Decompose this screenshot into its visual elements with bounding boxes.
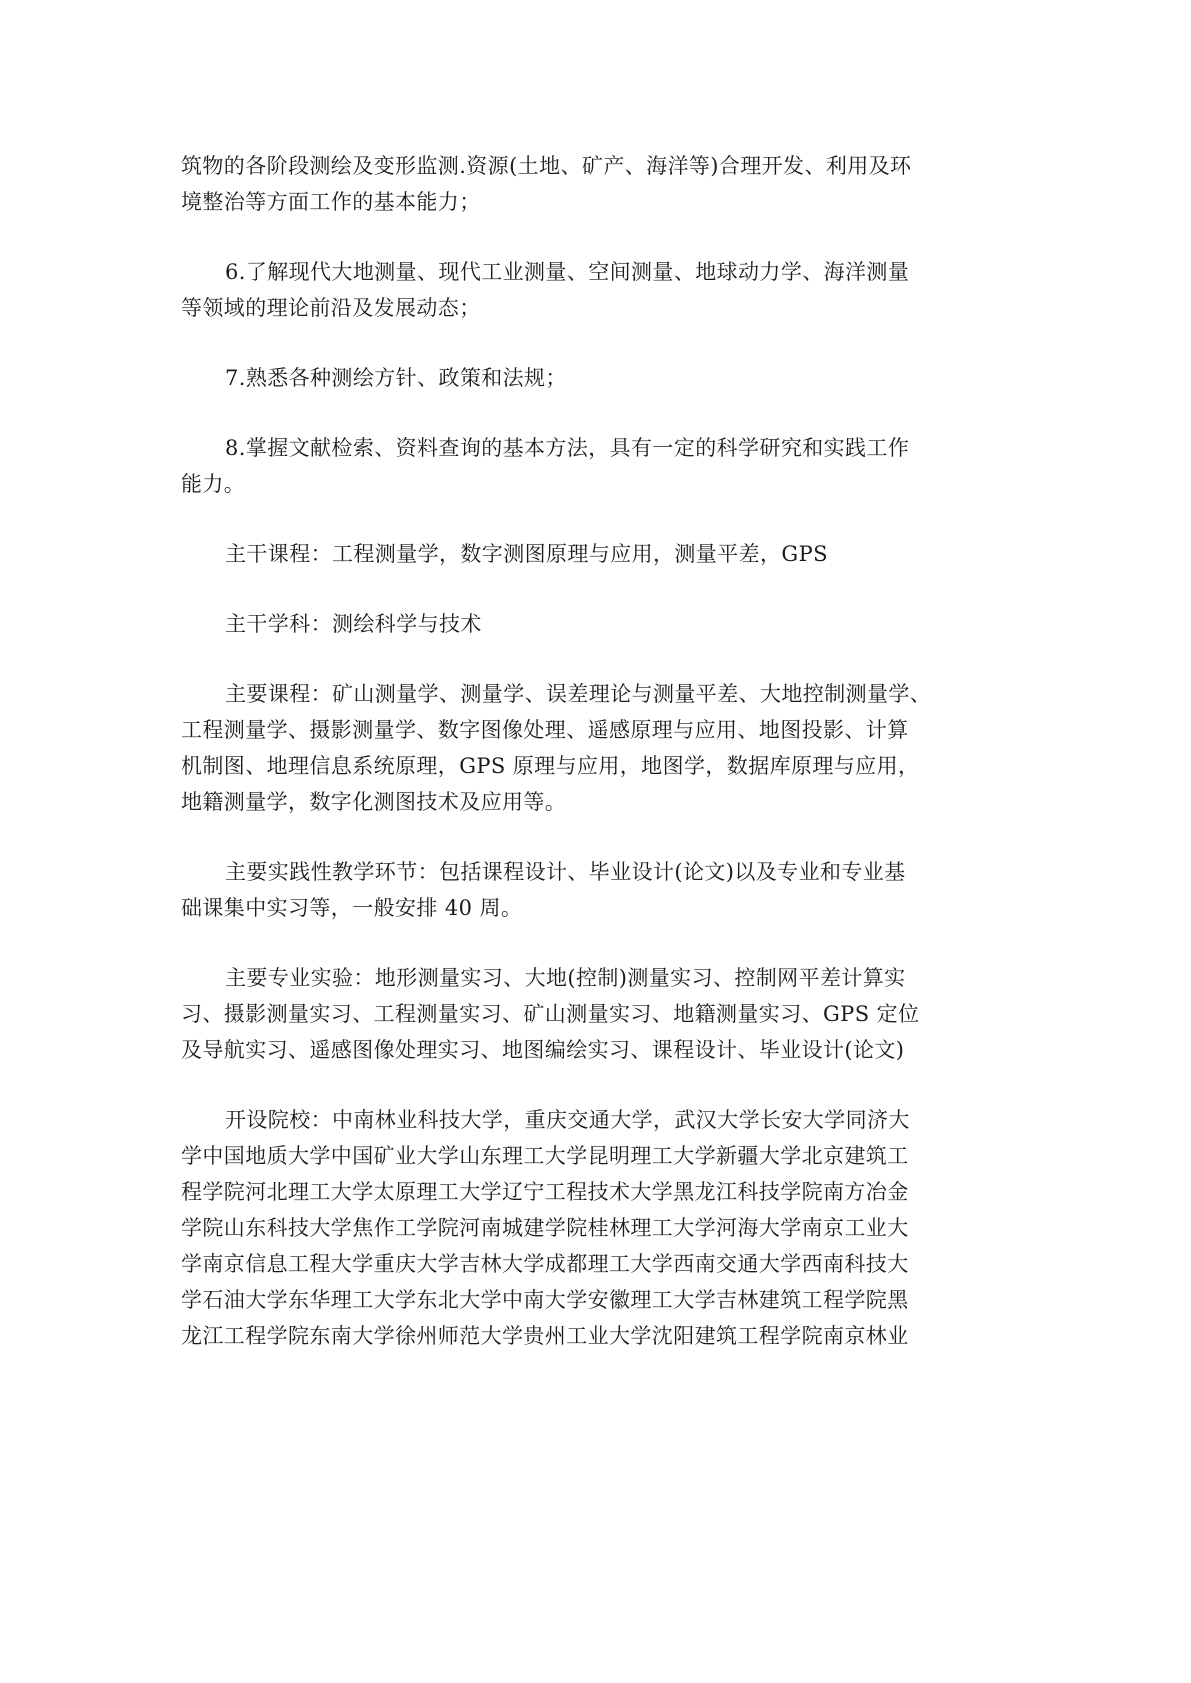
paragraph-institutions	[181, 1102, 1041, 1354]
paragraph-core-discipline	[181, 606, 1041, 642]
text-line: 能力。	[181, 472, 246, 496]
paragraph-spacer	[181, 572, 1041, 606]
text-line: 龙江工程学院东南大学徐州师范大学贵州工业大学沈阳建筑工程学院南京林业	[181, 1324, 909, 1348]
paragraph-spacer	[181, 220, 1041, 254]
text-line: 主要实践性教学环节：包括课程设计、毕业设计(论文)以及专业和专业基	[225, 860, 906, 884]
text-line: 8.掌握文献检索、资料查询的基本方法，具有一定的科学研究和实践工作	[225, 436, 910, 460]
paragraph-experiments	[181, 960, 1041, 1068]
text-line: 境整治等方面工作的基本能力；	[181, 190, 481, 214]
text-line: 7.熟悉各种测绘方针、政策和法规；	[225, 366, 567, 390]
text-line: 主干学科：测绘科学与技术	[225, 612, 482, 636]
text-line: 工程测量学、摄影测量学、数字图像处理、遥感原理与应用、地图投影、计算	[181, 718, 909, 742]
paragraph-practice	[181, 854, 1041, 926]
paragraph-spacer	[181, 820, 1041, 854]
paragraph-spacer	[181, 502, 1041, 536]
text-line: 程学院河北理工大学太原理工大学辽宁工程技术大学黑龙江科技学院南方冶金	[181, 1180, 909, 1204]
text-line: 主要课程：矿山测量学、测量学、误差理论与测量平差、大地控制测量学、	[225, 682, 932, 706]
paragraph-spacer	[181, 326, 1041, 360]
paragraph-core-courses	[181, 536, 1041, 572]
text-line: 础课集中实习等，一般安排 40 周。	[181, 896, 523, 920]
text-line: 学中国地质大学中国矿业大学山东理工大学昆明理工大学新疆大学北京建筑工	[181, 1144, 909, 1168]
paragraph-spacer	[181, 926, 1041, 960]
paragraph-spacer	[181, 1068, 1041, 1102]
document-body	[181, 148, 1041, 1354]
text-line: 及导航实习、遥感图像处理实习、地图编绘实习、课程设计、毕业设计(论文)	[181, 1038, 905, 1062]
paragraph-main-courses	[181, 676, 1041, 820]
text-line: 主要专业实验：地形测量实习、大地(控制)测量实习、控制网平差计算实	[225, 966, 906, 990]
text-line: 学南京信息工程大学重庆大学吉林大学成都理工大学西南交通大学西南科技大	[181, 1252, 909, 1276]
paragraph-capability-continued	[181, 148, 1041, 220]
text-line: 6.了解现代大地测量、现代工业测量、空间测量、地球动力学、海洋测量	[225, 260, 910, 284]
text-line: 地籍测量学，数字化测图技术及应用等。	[181, 790, 567, 814]
text-line: 学院山东科技大学焦作工学院河南城建学院桂林理工大学河海大学南京工业大	[181, 1216, 909, 1240]
text-line: 等领域的理论前沿及发展动态；	[181, 296, 481, 320]
paragraph-item-6	[181, 254, 1041, 326]
paragraph-item-8	[181, 430, 1041, 502]
text-line: 机制图、地理信息系统原理，GPS 原理与应用，地图学，数据库原理与应用，	[181, 754, 920, 778]
paragraph-item-7	[181, 360, 1041, 396]
paragraph-spacer	[181, 396, 1041, 430]
paragraph-spacer	[181, 642, 1041, 676]
text-line: 开设院校：中南林业科技大学，重庆交通大学，武汉大学长安大学同济大	[225, 1108, 910, 1132]
text-line: 筑物的各阶段测绘及变形监测.资源(土地、矿产、海洋等)合理开发、利用及环	[181, 154, 912, 178]
text-line: 主干课程：工程测量学，数字测图原理与应用，测量平差，GPS	[225, 542, 828, 566]
text-line: 学石油大学东华理工大学东北大学中南大学安徽理工大学吉林建筑工程学院黑	[181, 1288, 909, 1312]
text-line: 习、摄影测量实习、工程测量实习、矿山测量实习、地籍测量实习、GPS 定位	[181, 1002, 920, 1026]
